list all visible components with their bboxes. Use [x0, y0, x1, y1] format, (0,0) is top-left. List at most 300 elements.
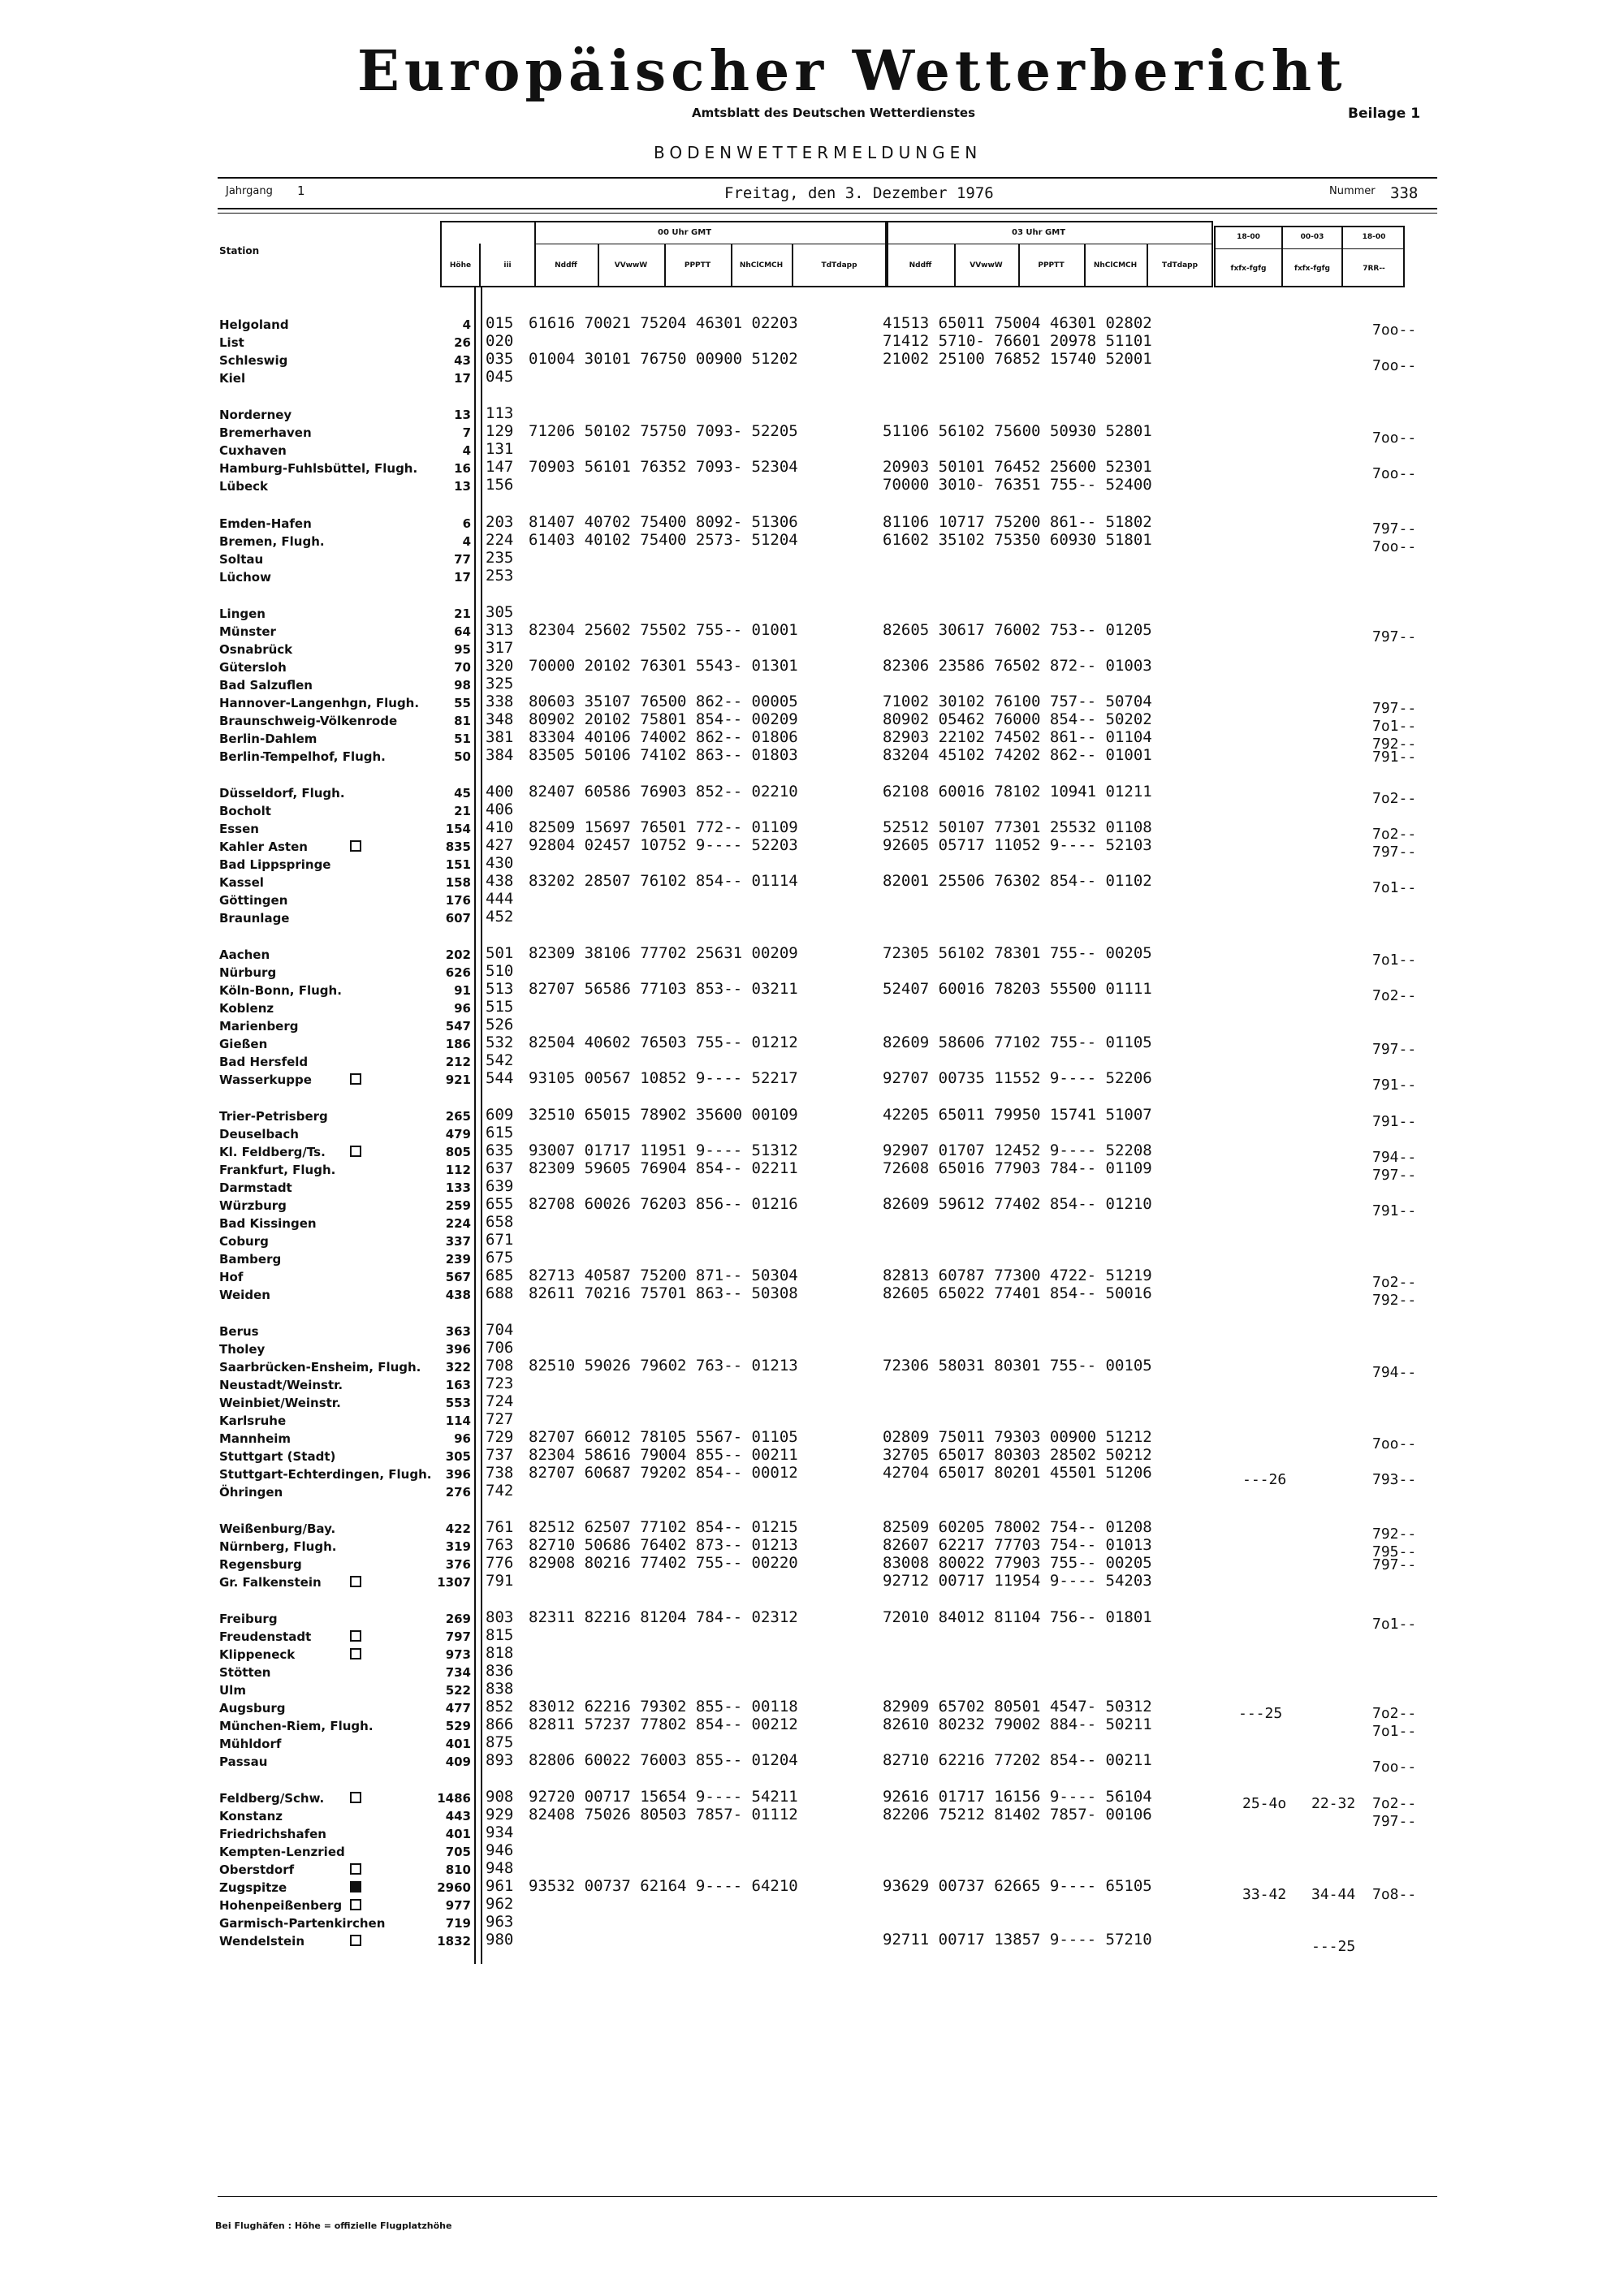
report-00-utc: 82713 40587 75200 871-- 50304: [529, 1267, 798, 1284]
report-00-utc: 01004 30101 76750 00900 51202: [529, 350, 798, 368]
station-name: Münster: [219, 624, 276, 639]
station-id: 704: [486, 1321, 514, 1339]
station-height: 50: [454, 749, 471, 764]
station-name: Freiburg: [219, 1612, 278, 1626]
station-name: Stuttgart-Echterdingen, Flugh.: [219, 1467, 432, 1482]
station-height: 337: [445, 1234, 471, 1249]
report-00-utc: 82707 60687 79202 854-- 00012: [529, 1464, 798, 1482]
station-id: 338: [486, 693, 514, 710]
station-height: 276: [445, 1485, 471, 1500]
station-marker-box: [350, 1073, 361, 1085]
station-id: 131: [486, 440, 514, 458]
report-03-utc: 42704 65017 80201 45501 51206: [883, 1464, 1152, 1482]
report-03-utc: 82609 58606 77102 755-- 01105: [883, 1034, 1152, 1051]
report-00-utc: 82408 75026 80503 7857- 01112: [529, 1806, 798, 1823]
report-03-utc: 62108 60016 78102 10941 01211: [883, 783, 1152, 801]
report-00-utc: 82811 57237 77802 854-- 00212: [529, 1716, 798, 1733]
report-03-utc: 82610 80232 79002 884-- 50211: [883, 1716, 1152, 1733]
report-03-utc: 81106 10717 75200 861-- 51802: [883, 513, 1152, 531]
station-name: Gr. Falkenstein: [219, 1575, 322, 1590]
station-id: 045: [486, 368, 514, 386]
station-id: 035: [486, 350, 514, 368]
station-id: 727: [486, 1410, 514, 1428]
station-id: 113: [486, 404, 514, 422]
report-00-utc: 93007 01717 11951 9---- 51312: [529, 1142, 798, 1159]
station-id: 729: [486, 1428, 514, 1446]
station-height: 977: [445, 1898, 471, 1913]
station-height: 259: [445, 1198, 471, 1213]
precip-gust-note: 7o2--: [1372, 1795, 1417, 1812]
precip-gust-note: 795--: [1372, 1543, 1417, 1560]
station-name: Öhringen: [219, 1485, 283, 1500]
report-00-utc: 83505 50106 74102 863-- 01803: [529, 746, 798, 764]
report-03-utc: 92907 01707 12452 9---- 52208: [883, 1142, 1152, 1159]
report-03-utc: 82605 30617 76002 753-- 01205: [883, 621, 1152, 639]
report-00-utc: 83012 62216 79302 855-- 00118: [529, 1698, 798, 1716]
station-name: Weißenburg/Bay.: [219, 1521, 336, 1536]
report-00-utc: 82309 38106 77702 25631 00209: [529, 944, 798, 962]
station-name: Konstanz: [219, 1809, 283, 1823]
footnote: Bei Flughäfen : Höhe = offizielle Flugplatzhöhe: [215, 2220, 452, 2231]
station-height: 422: [445, 1521, 471, 1536]
station-name: Düsseldorf, Flugh.: [219, 786, 345, 801]
station-name: Schleswig: [219, 353, 288, 368]
precip-gust-note: 797--: [1372, 1167, 1417, 1184]
station-height: 186: [445, 1037, 471, 1051]
station-id: 791: [486, 1572, 514, 1590]
station-height: 973: [445, 1647, 471, 1662]
precip-gust-note: 7oo--: [1372, 1435, 1417, 1452]
station-height: 7: [462, 425, 471, 440]
report-03-utc: 83008 80022 77903 755-- 00205: [883, 1554, 1152, 1572]
station-name: Gütersloh: [219, 660, 287, 675]
station-height: 797: [445, 1629, 471, 1644]
station-height: 921: [445, 1072, 471, 1087]
report-03-utc: 52512 50107 77301 25532 01108: [883, 818, 1152, 836]
station-name: Kahler Asten: [219, 839, 308, 854]
station-height: 547: [445, 1019, 471, 1034]
station-name: Lüchow: [219, 570, 271, 585]
station-name: Kassel: [219, 875, 264, 890]
station-name: Wasserkuppe: [219, 1072, 312, 1087]
station-height: 734: [445, 1665, 471, 1680]
station-name: Frankfurt, Flugh.: [219, 1163, 336, 1177]
report-00-utc: 82509 15697 76501 772-- 01109: [529, 818, 798, 836]
report-03-utc: 92711 00717 13857 9---- 57210: [883, 1931, 1152, 1949]
report-00-utc: 32510 65015 78902 35600 00109: [529, 1106, 798, 1124]
station-height: 95: [454, 642, 471, 657]
station-height: 4: [462, 443, 471, 458]
station-height: 224: [445, 1216, 471, 1231]
station-id: 235: [486, 549, 514, 567]
station-height: 26: [454, 335, 471, 350]
precip-gust-note: 794--: [1372, 1364, 1417, 1381]
station-height: 401: [445, 1827, 471, 1841]
report-00-utc: 82512 62507 77102 854-- 01215: [529, 1518, 798, 1536]
station-id: 708: [486, 1357, 514, 1375]
station-height: 835: [445, 839, 471, 854]
station-id: 836: [486, 1662, 514, 1680]
report-03-utc: 72010 84012 81104 756-- 01801: [883, 1608, 1152, 1626]
precip-gust-note: 7o1--: [1372, 952, 1417, 969]
page-subtitle: Amtsblatt des Deutschen Wetterdienstes: [692, 106, 976, 120]
precip-gust-note: 34-44: [1311, 1886, 1356, 1903]
bottom-rule: [218, 2196, 1437, 2197]
extra-header-r3b: 7RR--: [1363, 265, 1385, 273]
station-marker-box: [350, 1899, 361, 1910]
station-id: 908: [486, 1788, 514, 1806]
station-name: Weiden: [219, 1288, 270, 1302]
station-name: Bad Hersfeld: [219, 1055, 309, 1069]
jahrgang-value: 1: [297, 183, 305, 198]
station-id: 893: [486, 1751, 514, 1769]
station-id: 325: [486, 675, 514, 693]
report-03-utc: 70000 3010- 76351 755-- 52400: [883, 476, 1152, 494]
precip-gust-note: 791--: [1372, 1113, 1417, 1130]
station-name: Göttingen: [219, 893, 288, 908]
station-height: 553: [445, 1396, 471, 1410]
station-id: 313: [486, 621, 514, 639]
station-name: Stuttgart (Stadt): [219, 1449, 336, 1464]
station-height: 401: [445, 1737, 471, 1751]
station-name: Zugspitze: [219, 1880, 287, 1895]
precip-gust-note: 7o2--: [1372, 1705, 1417, 1722]
station-name: Neustadt/Weinstr.: [219, 1378, 343, 1392]
station-height: 810: [445, 1862, 471, 1877]
station-id: 675: [486, 1249, 514, 1267]
station-id: 542: [486, 1051, 514, 1069]
station-name: Saarbrücken-Ensheim, Flugh.: [219, 1360, 421, 1375]
iii-header: iii: [503, 261, 512, 270]
station-id: 544: [486, 1069, 514, 1087]
station-id: 776: [486, 1554, 514, 1572]
report-03-utc: 82001 25506 76302 854-- 01102: [883, 872, 1152, 890]
precip-gust-note: 7oo--: [1372, 538, 1417, 555]
iii-col-sep: [534, 221, 536, 287]
station-id: 948: [486, 1859, 514, 1877]
col-header-clouds: NhClCMCH: [739, 261, 784, 270]
station-name: Lingen: [219, 606, 266, 621]
report-03-utc: 82607 62217 77703 754-- 01013: [883, 1536, 1152, 1554]
precip-gust-note: ---26: [1242, 1471, 1287, 1488]
station-height: 151: [445, 857, 471, 872]
station-id: 738: [486, 1464, 514, 1482]
station-id: 962: [486, 1895, 514, 1913]
extra-mid-rule: [1214, 248, 1405, 249]
station-name: Berlin-Dahlem: [219, 732, 317, 746]
station-name: Mühldorf: [219, 1737, 282, 1751]
station-height: 133: [445, 1180, 471, 1195]
precip-gust-note: 791--: [1372, 749, 1417, 766]
report-03-utc: 72306 58031 80301 755-- 00105: [883, 1357, 1152, 1375]
station-id: 400: [486, 783, 514, 801]
precip-gust-note: 797--: [1372, 1813, 1417, 1830]
precip-gust-note: 7oo--: [1372, 1759, 1417, 1776]
station-name: Marienberg: [219, 1019, 299, 1034]
station-height: 319: [445, 1539, 471, 1554]
report-03-utc: 82206 75212 81402 7857- 00106: [883, 1806, 1152, 1823]
precip-gust-note: 7oo--: [1372, 429, 1417, 447]
report-00-utc: 82611 70216 75701 863-- 50308: [529, 1284, 798, 1302]
report-03-utc: 52407 60016 78203 55500 01111: [883, 980, 1152, 998]
hoehe-header: Höhe: [449, 261, 472, 270]
station-name: Passau: [219, 1754, 268, 1769]
report-03-utc: 93629 00737 62665 9---- 65105: [883, 1877, 1152, 1895]
station-height: 567: [445, 1270, 471, 1284]
extra-header-r1: 18-00: [1237, 233, 1260, 241]
report-00-utc: 93532 00737 62164 9---- 64210: [529, 1877, 798, 1895]
station-id: 427: [486, 836, 514, 854]
col-header-ppptt-03: PPPTT: [1038, 261, 1065, 270]
station-name: List: [219, 335, 244, 350]
station-name: Oberstdorf: [219, 1862, 295, 1877]
station-name: Bad Salzuflen: [219, 678, 313, 693]
station-id: 015: [486, 314, 514, 332]
precip-gust-note: 797--: [1372, 700, 1417, 717]
col-header-tdtd: TdTdapp: [821, 261, 857, 270]
precip-gust-note: 25-4o: [1242, 1795, 1287, 1812]
station-height: 2960: [437, 1880, 471, 1895]
station-id: 658: [486, 1213, 514, 1231]
report-00-utc: 82304 25602 75502 755-- 01001: [529, 621, 798, 639]
station-height: 163: [445, 1378, 471, 1392]
station-name: Nürburg: [219, 965, 277, 980]
station-name: Trier-Petrisberg: [219, 1109, 328, 1124]
station-height: 479: [445, 1127, 471, 1142]
station-id: 452: [486, 908, 514, 926]
station-height: 4: [462, 534, 471, 549]
station-height: 114: [445, 1413, 471, 1428]
report-00-utc: 82304 58616 79004 855-- 00211: [529, 1446, 798, 1464]
report-03-utc: 92605 05717 11052 9---- 52103: [883, 836, 1152, 854]
station-name: Karlsruhe: [219, 1413, 287, 1428]
station-height: 626: [445, 965, 471, 980]
station-name: Braunlage: [219, 911, 290, 926]
station-height: 1307: [437, 1575, 471, 1590]
precip-gust-note: 797--: [1372, 520, 1417, 537]
station-id: 348: [486, 710, 514, 728]
station-name: Weinbiet/Weinstr.: [219, 1396, 341, 1410]
station-marker-box: [350, 1881, 361, 1892]
station-height: 77: [454, 552, 471, 567]
station-name: Friedrichshafen: [219, 1827, 326, 1841]
report-00-utc: 82504 40602 76503 755-- 01212: [529, 1034, 798, 1051]
station-height: 202: [445, 947, 471, 962]
station-id: 866: [486, 1716, 514, 1733]
station-id: 515: [486, 998, 514, 1016]
station-marker-box: [350, 1648, 361, 1659]
station-height: 158: [445, 875, 471, 890]
station-id: 761: [486, 1518, 514, 1536]
station-id: 406: [486, 801, 514, 818]
station-height: 17: [454, 371, 471, 386]
col-header-vvwww: VVwwW: [614, 261, 648, 270]
report-00-utc: 82908 80216 77402 755-- 00220: [529, 1554, 798, 1572]
station-marker-box: [350, 1630, 361, 1642]
report-03-utc: 72305 56102 78301 755-- 00205: [883, 944, 1152, 962]
station-id: 305: [486, 603, 514, 621]
precip-gust-note: 792--: [1372, 1292, 1417, 1309]
station-name: Feldberg/Schw.: [219, 1791, 325, 1806]
precip-gust-note: 797--: [1372, 1041, 1417, 1058]
station-name: Gießen: [219, 1037, 268, 1051]
nummer-label: Nummer: [1329, 185, 1376, 197]
station-name: Mannheim: [219, 1431, 292, 1446]
extra-header-r3: 18-00: [1362, 233, 1386, 241]
body-rule-hoehe: [474, 287, 476, 1964]
precip-gust-note: 792--: [1372, 1526, 1417, 1543]
station-height: 6: [462, 516, 471, 531]
station-name: Bremerhaven: [219, 425, 312, 440]
station-id: 320: [486, 657, 514, 675]
report-00-utc: 82806 60022 76003 855-- 01204: [529, 1751, 798, 1769]
station-height: 13: [454, 479, 471, 494]
station-name: Ulm: [219, 1683, 246, 1698]
station-id: 946: [486, 1841, 514, 1859]
station-id: 963: [486, 1913, 514, 1931]
report-00-utc: 82707 66012 78105 5567- 01105: [529, 1428, 798, 1446]
report-03-utc: 20903 50101 76452 25600 52301: [883, 458, 1152, 476]
station-id: 742: [486, 1482, 514, 1500]
station-id: 763: [486, 1536, 514, 1554]
station-name: Kl. Feldberg/Ts.: [219, 1145, 326, 1159]
station-height: 705: [445, 1845, 471, 1859]
precip-gust-note: 7o1--: [1372, 1723, 1417, 1740]
precip-gust-note: 7oo--: [1372, 465, 1417, 482]
report-00-utc: 82510 59026 79602 763-- 01213: [529, 1357, 798, 1375]
station-id: 838: [486, 1680, 514, 1698]
station-name: Wendelstein: [219, 1934, 305, 1949]
station-id: 444: [486, 890, 514, 908]
station-name: Regensburg: [219, 1557, 302, 1572]
report-00-utc: 80603 35107 76500 862-- 00005: [529, 693, 798, 710]
station-height: 409: [445, 1754, 471, 1769]
station-id: 803: [486, 1608, 514, 1626]
issue-date: Freitag, den 3. Dezember 1976: [724, 184, 994, 202]
report-03-utc: 42205 65011 79950 15741 51007: [883, 1106, 1152, 1124]
station-height: 16: [454, 461, 471, 476]
station-marker-box: [350, 1146, 361, 1157]
station-height: 396: [445, 1342, 471, 1357]
station-height: 322: [445, 1360, 471, 1375]
report-00-utc: 82708 60026 76203 856-- 01216: [529, 1195, 798, 1213]
station-id: 875: [486, 1733, 514, 1751]
precip-gust-note: 22-32: [1311, 1795, 1356, 1812]
station-id: 688: [486, 1284, 514, 1302]
group03-header: 03 Uhr GMT: [1012, 228, 1066, 237]
station-name: Essen: [219, 822, 259, 836]
station-name: Augsburg: [219, 1701, 286, 1716]
station-name: Klippeneck: [219, 1647, 296, 1662]
station-id: 253: [486, 567, 514, 585]
report-03-utc: 72608 65016 77903 784-- 01109: [883, 1159, 1152, 1177]
report-00-utc: 92720 00717 15654 9---- 54211: [529, 1788, 798, 1806]
report-03-utc: 32705 65017 80303 28502 50212: [883, 1446, 1152, 1464]
group00-header: 00 Uhr GMT: [658, 228, 712, 237]
report-00-utc: 81407 40702 75400 8092- 51306: [529, 513, 798, 531]
report-03-utc: 92712 00717 11954 9---- 54203: [883, 1572, 1152, 1590]
precip-gust-note: 797--: [1372, 628, 1417, 645]
station-id: 815: [486, 1626, 514, 1644]
precip-gust-note: 797--: [1372, 844, 1417, 861]
station-id: 526: [486, 1016, 514, 1034]
report-03-utc: 80902 05462 76000 854-- 50202: [883, 710, 1152, 728]
station-height: 212: [445, 1055, 471, 1069]
station-id: 685: [486, 1267, 514, 1284]
report-03-utc: 61602 35102 75350 60930 51801: [883, 531, 1152, 549]
station-id: 639: [486, 1177, 514, 1195]
station-name: Hof: [219, 1270, 244, 1284]
precip-gust-note: 791--: [1372, 1077, 1417, 1094]
station-height: 70: [454, 660, 471, 675]
col-header-clouds-03: NhClCMCH: [1093, 261, 1138, 270]
station-id: 724: [486, 1392, 514, 1410]
body-rule-iii: [481, 287, 482, 1964]
col-header-nddff-03: Nddff: [909, 261, 932, 270]
precip-gust-note: 797--: [1372, 1556, 1417, 1573]
station-height: 64: [454, 624, 471, 639]
station-height: 98: [454, 678, 471, 693]
station-height: 4: [462, 317, 471, 332]
report-00-utc: 93105 00567 10852 9---- 52217: [529, 1069, 798, 1087]
report-03-utc: 71412 5710- 76601 20978 51101: [883, 332, 1152, 350]
station-name: Tholey: [219, 1342, 266, 1357]
beilage-label: Beilage 1: [1348, 106, 1421, 122]
station-id: 655: [486, 1195, 514, 1213]
station-marker-box: [350, 840, 361, 852]
station-id: 929: [486, 1806, 514, 1823]
station-name: Bremen, Flugh.: [219, 534, 325, 549]
station-id: 317: [486, 639, 514, 657]
station-height: 112: [445, 1163, 471, 1177]
report-00-utc: 70000 20102 76301 5543- 01301: [529, 657, 798, 675]
station-name: Hamburg-Fuhlsbüttel, Flugh.: [219, 461, 418, 476]
station-height: 522: [445, 1683, 471, 1698]
report-03-utc: 82710 62216 77202 854-- 00211: [883, 1751, 1152, 1769]
station-height: 51: [454, 732, 471, 746]
report-00-utc: 92804 02457 10752 9---- 52203: [529, 836, 798, 854]
station-height: 396: [445, 1467, 471, 1482]
report-03-utc: 83204 45102 74202 862-- 01001: [883, 746, 1152, 764]
nummer-value: 338: [1390, 184, 1419, 202]
report-00-utc: 82407 60586 76903 852-- 02210: [529, 783, 798, 801]
precip-gust-note: 7o2--: [1372, 790, 1417, 807]
col-header-nddff: Nddff: [555, 261, 577, 270]
precip-gust-note: 791--: [1372, 1202, 1417, 1219]
report-03-utc: 82306 23586 76502 872-- 01003: [883, 657, 1152, 675]
station-marker-box: [350, 1863, 361, 1875]
station-height: 96: [454, 1431, 471, 1446]
issue-info: [219, 183, 1437, 207]
station-name: Deuselbach: [219, 1127, 299, 1142]
station-height: 438: [445, 1288, 471, 1302]
col-header-tdtd-03: TdTdapp: [1161, 261, 1199, 270]
station-id: 020: [486, 332, 514, 350]
station-id: 430: [486, 854, 514, 872]
station-name: Freudenstadt: [219, 1629, 312, 1644]
station-id: 224: [486, 531, 514, 549]
station-name: Aachen: [219, 947, 270, 962]
station-height: 265: [445, 1109, 471, 1124]
station-name: Braunschweig-Völkenrode: [219, 714, 398, 728]
station-height: 529: [445, 1719, 471, 1733]
station-name: München-Riem, Flugh.: [219, 1719, 374, 1733]
station-name: Bamberg: [219, 1252, 282, 1267]
report-03-utc: 02809 75011 79303 00900 51212: [883, 1428, 1152, 1446]
precip-gust-note: 7oo--: [1372, 322, 1417, 339]
station-height: 719: [445, 1916, 471, 1931]
station-height: 43: [454, 353, 471, 368]
